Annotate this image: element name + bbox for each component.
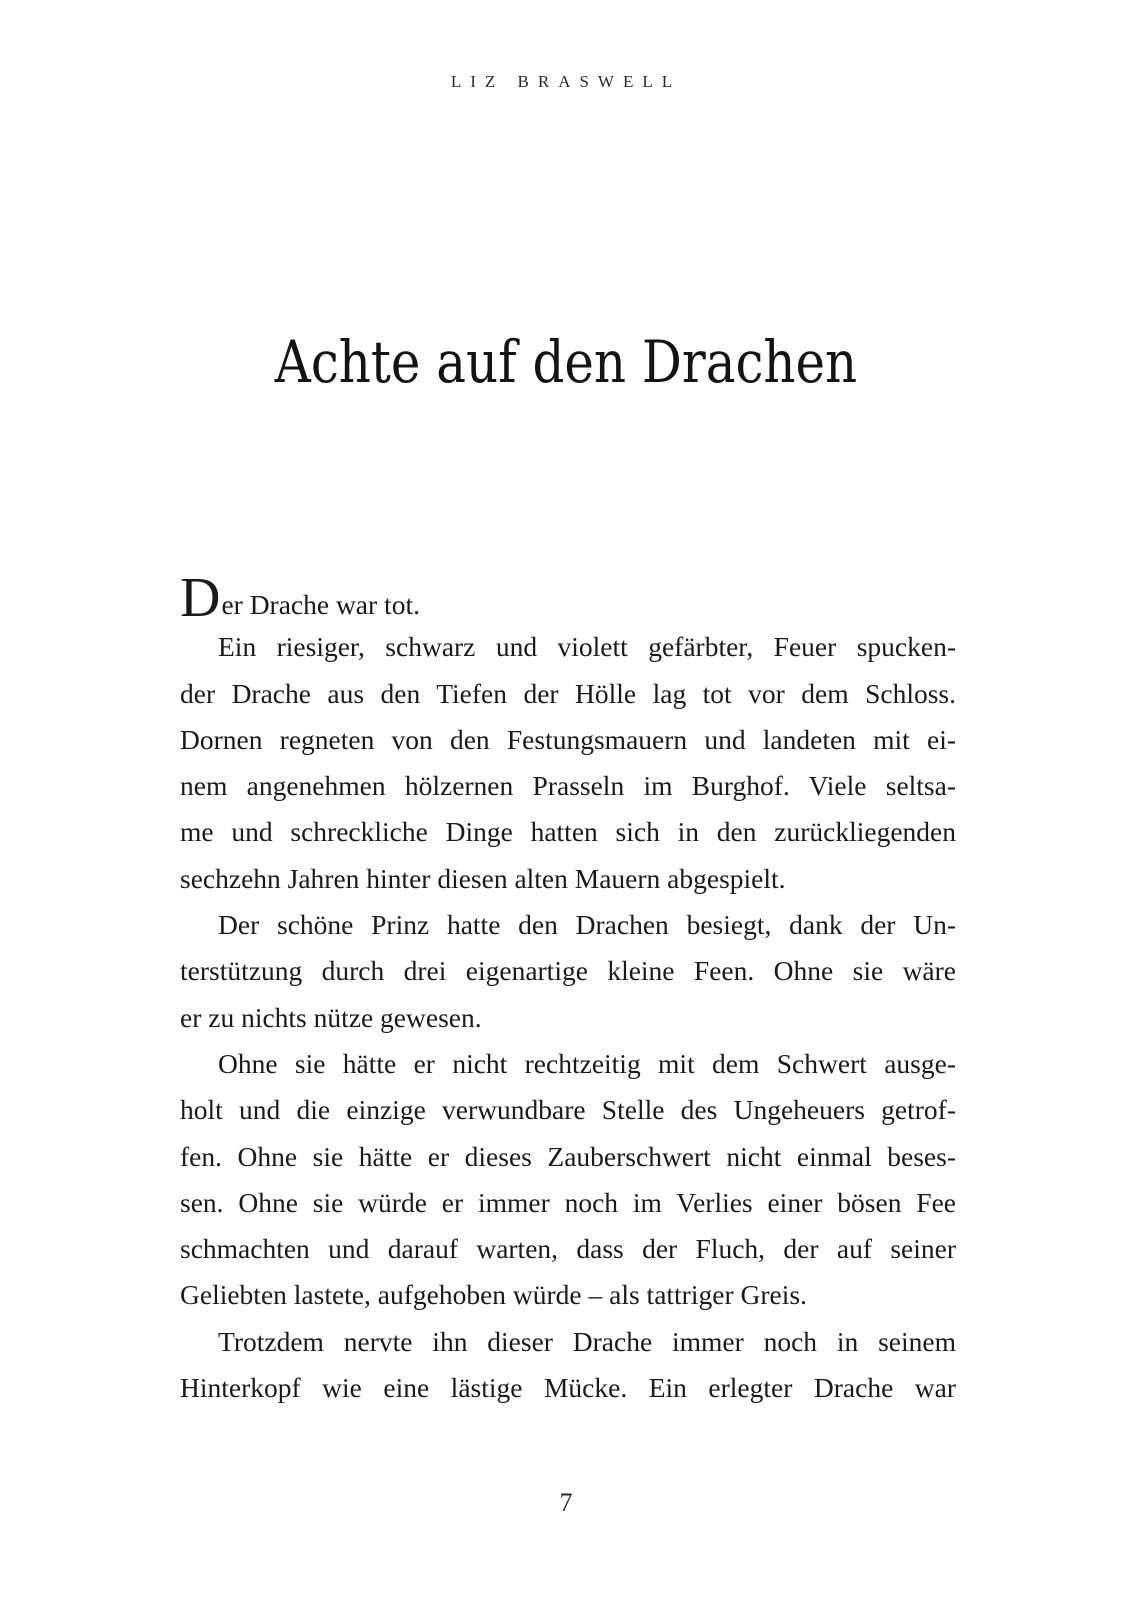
paragraph-line: Der schöne Prinz hatte den Drachen besiegt, dank der Un- — [218, 909, 956, 941]
paragraph-line: holt und die einzige verwundbare Stelle des Ungeheuers getrof- — [180, 1094, 956, 1126]
drop-cap: D — [180, 567, 221, 629]
running-head: LIZ BRASWELL — [450, 72, 682, 91]
paragraph-line: me und schreckliche Dinge hatten sich in den zurückliegenden — [180, 816, 956, 848]
line-text: er Drache war tot. — [221, 589, 420, 620]
page-number: 7 — [559, 1488, 573, 1517]
paragraph-line: schmachten und darauf warten, dass der Fluch, der auf seiner — [180, 1233, 956, 1265]
paragraph-line: Dornen regneten von den Festungsmauern und landeten mit ei- — [180, 723, 956, 755]
paragraph-line: er zu nichts nütze gewesen. — [180, 1001, 482, 1033]
paragraph-line: Geliebten lastete, aufgehoben würde – als tattriger Greis. — [180, 1279, 807, 1311]
paragraph-line: Trotzdem nervte ihn dieser Drache immer noch in seinem — [218, 1325, 956, 1357]
chapter-title: Achte auf den Drachen — [274, 328, 858, 396]
paragraph-line: Hinterkopf wie eine lästige Mücke. Ein erlegter Drache war — [180, 1372, 956, 1404]
paragraph-line: fen. Ohne sie hätte er dieses Zauberschwert nicht einmal beses- — [180, 1140, 956, 1172]
paragraph-line: terstützung durch drei eigenartige kleine Feen. Ohne sie wäre — [180, 955, 956, 987]
body-text — [180, 567, 956, 1411]
paragraph-line: sechzehn Jahren hinter diesen alten Mauern abgespielt. — [180, 862, 786, 894]
paragraph-line — [180, 567, 956, 629]
paragraph-line: nem angenehmen hölzernen Prasseln im Burghof. Viele seltsa- — [180, 770, 956, 802]
paragraph-line: sen. Ohne sie würde er immer noch im Verlies einer bösen Fee — [180, 1186, 956, 1218]
paragraph-line: Ohne sie hätte er nicht rechtzeitig mit dem Schwert ausge- — [218, 1047, 956, 1079]
paragraph-line: der Drache aus den Tiefen der Hölle lag tot vor dem Schloss. — [180, 677, 956, 709]
paragraph-line: Ein riesiger, schwarz und violett gefärbter, Feuer spucken- — [218, 631, 956, 663]
